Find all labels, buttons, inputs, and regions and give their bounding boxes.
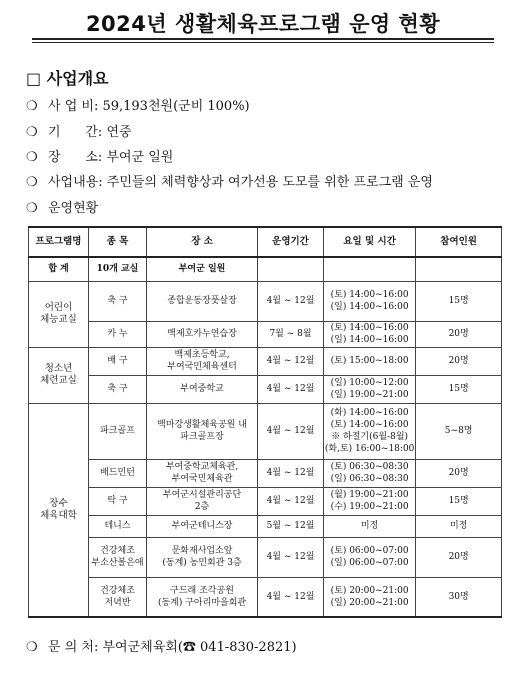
bullet-icon: ❍: [26, 201, 38, 216]
header-program: 프로그램명: [29, 227, 89, 257]
time-cell: (토) 15:00~18:00: [323, 347, 415, 375]
bullet-icon: ❍: [26, 175, 38, 190]
overview-item: [26, 146, 173, 165]
program-name: 청소년 체련교실: [29, 347, 89, 403]
overview-item: [26, 197, 98, 216]
table-total-row: [29, 257, 502, 281]
overview-item: [26, 171, 433, 190]
overview-label: 기 간:: [48, 125, 103, 140]
time-cell: (토) 14:00~16:00 (일) 14:00~16:00: [323, 321, 415, 347]
title-underline-thin: [32, 42, 494, 43]
place-cell: 구드래 조각공원 (동계) 구아리마을회관: [147, 577, 258, 617]
item-cell: 건강체조 저녁반: [88, 577, 146, 617]
table-row: [29, 577, 502, 617]
header-item: 종 목: [88, 227, 146, 257]
section-heading: □ 사업개요: [26, 69, 109, 88]
period-cell: 4월 ~ 12월: [258, 537, 324, 577]
total-period: [258, 257, 324, 281]
item-cell: 카 누: [88, 321, 146, 347]
bullet-icon: ❍: [26, 150, 38, 165]
time-cell: (토) 20:00~21:00 (일) 20:00~21:00: [323, 577, 415, 617]
period-cell: 4월 ~ 12월: [258, 347, 324, 375]
place-cell: 백제초등학교, 부여국민체육센터: [147, 347, 258, 375]
table-row: [29, 515, 502, 537]
time-cell: (화) 14:00~16:00 (토) 14:00~16:00 ※ 하절기(6월-8월) (화,토) 16:00~18:00: [323, 403, 415, 459]
overview-value: 주민들의 체력향상과 여가선용 도모를 위한 프로그램 운영: [106, 175, 433, 190]
total-people: [416, 257, 502, 281]
people-cell: 20명: [416, 459, 502, 487]
table-row: [29, 537, 502, 577]
period-cell: 4월 ~ 12월: [258, 375, 324, 403]
item-cell: 탁 구: [88, 487, 146, 515]
bullet-icon: ❍: [26, 125, 38, 140]
overview-label: 장 소:: [48, 150, 103, 165]
place-cell: 부여군시설관리공단 2층: [147, 487, 258, 515]
people-cell: 20명: [416, 321, 502, 347]
place-cell: 백제호카누연습장: [147, 321, 258, 347]
item-cell: 테니스: [88, 515, 146, 537]
period-cell: 4월 ~ 12월: [258, 459, 324, 487]
header-people: 참여인원: [416, 227, 502, 257]
total-label: 합 계: [29, 257, 89, 281]
contact-label: 문 의 처:: [48, 640, 99, 655]
table-row: [29, 347, 502, 375]
program-table: [28, 226, 502, 618]
total-place: 부여군 일원: [147, 257, 258, 281]
overview-item: [26, 95, 250, 114]
place-cell: 종합운동장풋살장: [147, 281, 258, 321]
period-cell: 7월 ~ 8월: [258, 321, 324, 347]
people-cell: 30명: [416, 577, 502, 617]
overview-label: 사업내용:: [48, 175, 103, 190]
overview-value: 부여군 일원: [106, 150, 174, 165]
table-header-row: [29, 227, 502, 257]
overview-item: [26, 121, 132, 140]
people-cell: 15명: [416, 375, 502, 403]
bullet-icon: ❍: [26, 99, 38, 114]
time-cell: (토) 06:00~07:00 (일) 06:00~07:00: [323, 537, 415, 577]
bullet-icon: ❍: [26, 640, 38, 655]
header-place: 장 소: [147, 227, 258, 257]
time-cell: (토) 06:30~08:30 (일) 06:30~08:30: [323, 459, 415, 487]
place-cell: 부여중학교: [147, 375, 258, 403]
item-cell: 배드민턴: [88, 459, 146, 487]
overview-value: 연중: [106, 125, 132, 140]
time-cell: 미정: [323, 515, 415, 537]
header-period: 운영기간: [258, 227, 324, 257]
overview-label: 운영현황: [48, 201, 99, 216]
period-cell: 4월 ~ 12월: [258, 487, 324, 515]
time-cell: (월) 19:00~21:00 (수) 19:00~21:00: [323, 487, 415, 515]
overview-value: 59,193천원(군비 100%): [102, 99, 250, 114]
people-cell: 미정: [416, 515, 502, 537]
place-cell: 부여중학교체육관, 부여국민체육관: [147, 459, 258, 487]
table-row: [29, 459, 502, 487]
time-cell: (토) 14:00~16:00 (일) 14:00~16:00: [323, 281, 415, 321]
table-row: [29, 403, 502, 459]
contact-line: [26, 636, 297, 655]
header-time: 요일 및 시간: [323, 227, 415, 257]
table-row: [29, 321, 502, 347]
people-cell: 20명: [416, 537, 502, 577]
item-cell: 파크골프: [88, 403, 146, 459]
total-item: 10개 교실: [88, 257, 146, 281]
people-cell: 5~8명: [416, 403, 502, 459]
place-cell: 백마강생활체육공원 내 파크골프장: [147, 403, 258, 459]
period-cell: 4월 ~ 12월: [258, 281, 324, 321]
total-time: [323, 257, 415, 281]
people-cell: 20명: [416, 347, 502, 375]
place-cell: 부여군테니스장: [147, 515, 258, 537]
table-row: [29, 375, 502, 403]
title-underline: [32, 38, 494, 40]
program-name: 장수 체육대학: [29, 403, 89, 617]
item-cell: 배 구: [88, 347, 146, 375]
table-row: [29, 281, 502, 321]
time-cell: (일) 10:00~12:00 (일) 19:00~21:00: [323, 375, 415, 403]
period-cell: 4월 ~ 12월: [258, 577, 324, 617]
people-cell: 15명: [416, 281, 502, 321]
period-cell: 5월 ~ 12월: [258, 515, 324, 537]
page-title: 2024년 생활체육프로그램 운영 현황: [85, 12, 441, 36]
item-cell: 건강체조 부소산볼은애: [88, 537, 146, 577]
item-cell: 축 구: [88, 375, 146, 403]
overview-label: 사 업 비:: [48, 99, 99, 114]
title-bar: [32, 6, 494, 40]
program-name: 어린이 체능교실: [29, 281, 89, 347]
period-cell: 4월 ~ 12월: [258, 403, 324, 459]
people-cell: 15명: [416, 487, 502, 515]
item-cell: 축 구: [88, 281, 146, 321]
contact-value: 부여군체육회(☎ 041-830-2821): [102, 640, 297, 655]
place-cell: 문화재사업소앞 (동계) 농민회관 3층: [147, 537, 258, 577]
table-row: [29, 487, 502, 515]
